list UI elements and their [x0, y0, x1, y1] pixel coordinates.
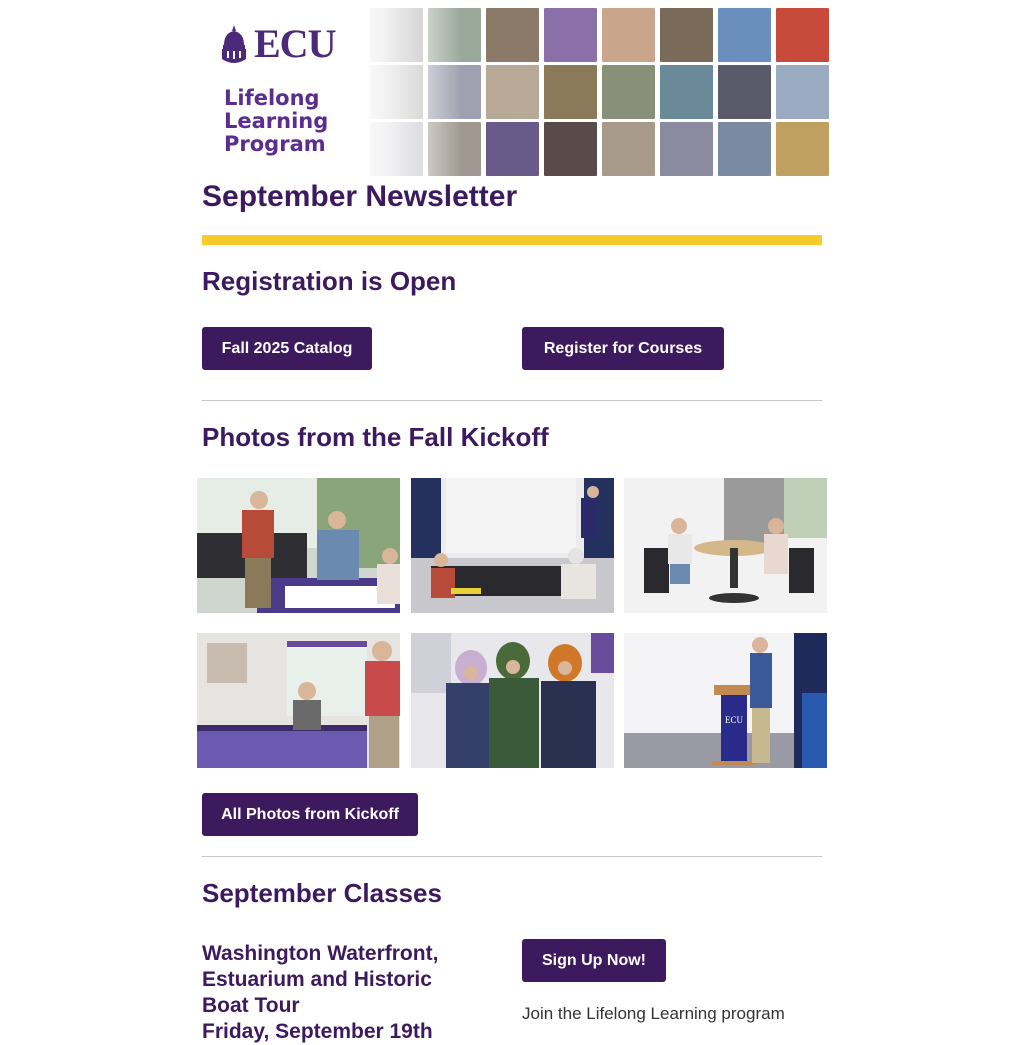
register-courses-button[interactable]: Register for Courses	[522, 327, 724, 370]
kickoff-photo-1[interactable]	[197, 478, 400, 613]
class-title-text: Washington Waterfront, Estuarium and Historic Boat Tour	[202, 942, 439, 1017]
collage-fade	[342, 5, 462, 178]
kickoff-photo-2[interactable]	[411, 478, 614, 613]
kickoff-photo-4[interactable]	[197, 633, 400, 768]
header-banner	[202, 5, 832, 178]
program-title-line3: Program	[224, 132, 326, 156]
kickoff-heading: Photos from the Fall Kickoff	[202, 422, 549, 452]
fall-catalog-button[interactable]: Fall 2025 Catalog	[202, 327, 372, 370]
kickoff-photo-3[interactable]	[624, 478, 827, 613]
kickoff-photo-5[interactable]	[411, 633, 614, 768]
all-photos-button[interactable]: All Photos from Kickoff	[202, 793, 418, 836]
sign-up-button[interactable]: Sign Up Now!	[522, 939, 666, 982]
class-title	[202, 941, 472, 1045]
program-title-line2: Learning	[224, 109, 329, 133]
class-date: Friday, September 19th	[202, 1020, 433, 1043]
ecu-logo[interactable]	[218, 23, 335, 65]
classes-heading: September Classes	[202, 878, 442, 908]
section-divider	[202, 856, 822, 857]
newsletter-title: September Newsletter	[202, 180, 518, 213]
registration-heading: Registration is Open	[202, 266, 457, 296]
section-divider	[202, 400, 822, 401]
class-description: Join the Lifelong Learning program	[522, 1004, 785, 1023]
program-title-line1: Lifelong	[224, 86, 320, 110]
kickoff-photo-6[interactable]	[624, 633, 827, 768]
gold-divider	[202, 235, 822, 245]
lectern-ecu-text: ECU	[725, 715, 743, 725]
program-title	[224, 87, 328, 156]
ecu-cupola-icon	[218, 23, 250, 65]
ecu-logo-text: ECU	[254, 21, 336, 66]
